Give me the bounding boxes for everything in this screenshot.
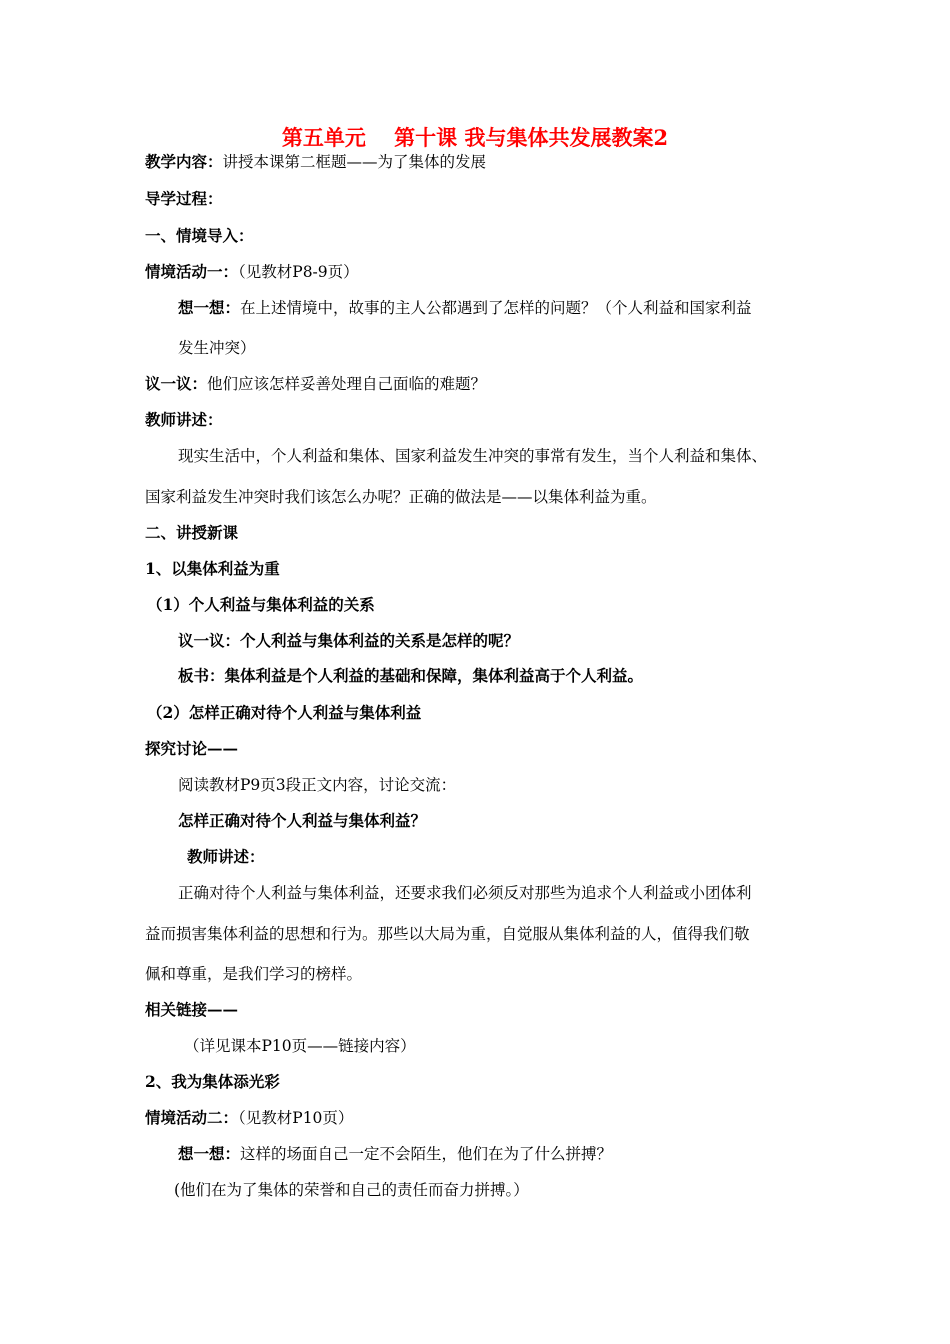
scenario-activity-two-label: 情境活动二： [145,1108,239,1127]
page-title: 第五单元 第十课 我与集体共发展教案2 [281,125,669,150]
point-one-heading: （1）个人利益与集体利益的关系 [147,595,375,614]
think-question-one-text: 在上述情境中，故事的主人公都遇到了怎样的问题？（个人利益和国家利益 [240,299,752,317]
paragraph-conflict-line-1: 现实生活中，个人利益和集体、国家利益发生冲突的事常有发生，当个人利益和集体、 [178,447,768,465]
teacher-narration-heading-two: 教师讲述： [187,847,265,866]
paragraph-conflict-line-2: 国家利益发生冲突时我们该怎么办呢？正确的做法是——以集体利益为重。 [145,488,657,506]
guide-process-heading: 导学过程： [145,189,223,208]
paragraph-attitude-line-1: 正确对待个人利益与集体利益，还要求我们必须反对那些为追求个人利益或小团体利 [178,884,752,902]
blackboard-note: 板书：集体利益是个人利益的基础和保障，集体利益高于个人利益。 [178,666,644,685]
think-label-two: 想一想： [178,1144,241,1163]
inquiry-discussion-heading: 探究讨论—— [145,739,239,758]
think-question-two-text: 这样的场面自己一定不会陌生，他们在为了什么拼搏？ [240,1145,613,1163]
teaching-content-line [145,152,486,172]
think-answer-two: (他们在为了集体的荣誉和自己的责任而奋力拼搏。） [174,1181,529,1199]
scenario-activity-two-line [145,1108,353,1128]
subsection-one-heading: 1、以集体利益为重 [145,559,280,578]
scenario-activity-one-line [145,262,359,282]
related-link-reference: （详见课本P10页——链接内容） [184,1037,416,1055]
section-two-heading: 二、讲授新课 [145,523,239,542]
section-one-heading: 一、情境导入： [145,226,254,245]
scenario-activity-two-text: （见教材P10页） [238,1109,354,1127]
teaching-content-label: 教学内容： [145,152,223,171]
teacher-narration-heading-one: 教师讲述： [145,410,223,429]
related-link-heading: 相关链接—— [145,1000,239,1019]
think-answer-continuation: 发生冲突） [178,339,256,357]
think-label-one: 想一想： [178,298,241,317]
discuss-text-one: 他们应该怎样妥善处理自己面临的难题？ [207,375,487,393]
subsection-two-heading: 2、我为集体添光彩 [145,1072,280,1091]
scenario-activity-one-label: 情境活动一： [145,262,239,281]
inquiry-question: 怎样正确对待个人利益与集体利益？ [178,811,427,830]
discuss-line-one [145,374,486,394]
think-question-one-line [178,298,752,318]
teaching-content-text: 讲授本课第二框题——为了集体的发展 [222,153,487,171]
discuss-relation-question: 议一议：个人利益与集体利益的关系是怎样的呢？ [178,631,520,650]
scenario-activity-one-text: （见教材P8-9页） [238,263,359,281]
think-question-two-line [178,1144,612,1164]
point-two-heading: （2）怎样正确对待个人利益与集体利益 [147,703,422,722]
paragraph-attitude-line-2: 益而损害集体利益的思想和行为。那些以大局为重，自觉服从集体利益的人，值得我们敬 [145,925,750,943]
reading-instruction: 阅读教材P9页3段正文内容，讨论交流： [178,776,457,794]
paragraph-attitude-line-3: 佩和尊重，是我们学习的榜样。 [145,965,363,983]
discuss-label-one: 议一议： [145,374,208,393]
